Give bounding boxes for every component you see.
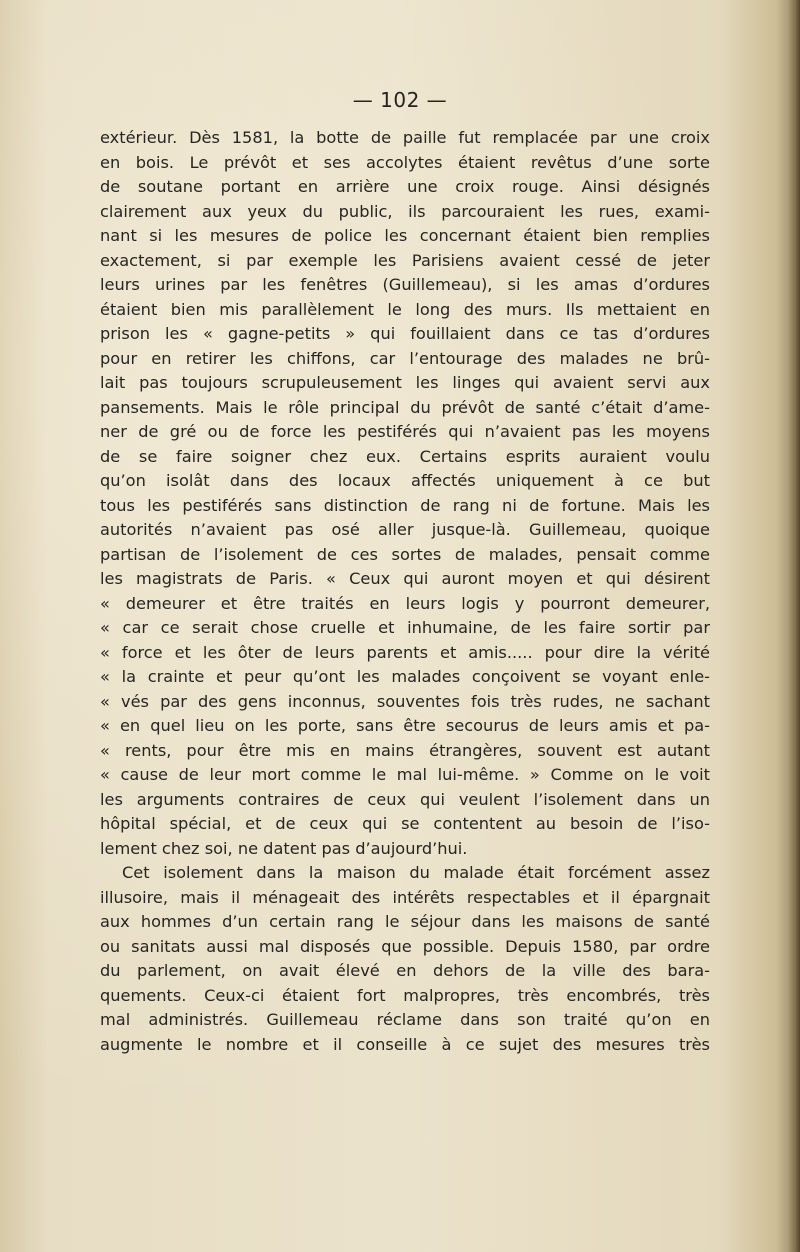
text-line: de se faire soigner chez eux. Certains esprits auraient voulu — [100, 446, 710, 466]
text-line: les magistrats de Paris. « Ceux qui auront moyen et qui désirent — [100, 569, 710, 588]
text-line: quements. Ceux-ci étaient fort malpropres, très encombrés, très — [100, 985, 710, 1005]
page-number-header: — 102 — — [352, 88, 448, 112]
text-line: les arguments contraires de ceux qui veulent l’isolement dans un — [100, 789, 710, 809]
text-line: exactement, si par exemple les Parisiens avaient cessé de jeter — [100, 250, 710, 270]
text-line: aux hommes d’un certain rang le séjour dans les maisons de santé — [100, 912, 710, 931]
text-line: augmente le nombre et il conseille à ce sujet des mesures très — [100, 1034, 710, 1054]
text-line: hôpital spécial, et de ceux qui se contentent au besoin de l’iso- — [100, 814, 710, 833]
text-line: « force et les ôter de leurs parents et amis..... pour dire la vérité — [100, 642, 710, 662]
text-line-paragraph-end: lement chez soi, ne datent pas d’aujourd’hui. — [100, 838, 468, 858]
text-line: en bois. Le prévôt et ses accolytes étaient revêtus d’une sorte — [100, 152, 710, 172]
text-line: ou sanitats aussi mal disposés que possible. Depuis 1580, par ordre — [100, 936, 710, 956]
text-line: étaient bien mis parallèlement le long des murs. Ils mettaient en — [100, 299, 710, 319]
text-line: prison les « gagne-petits » qui fouillaient dans ce tas d’ordures — [100, 324, 710, 343]
text-line: clairement aux yeux du public, ils parcouraient les rues, exami- — [100, 201, 710, 221]
text-line: « car ce serait chose cruelle et inhumaine, de les faire sortir par — [100, 618, 710, 637]
page-edge-shadow — [788, 0, 800, 1252]
text-line: qu’on isolât dans des locaux affectés uniquement à ce but — [100, 471, 710, 490]
text-line: extérieur. Dès 1581, la botte de paille fut remplacée par une croix — [100, 128, 710, 147]
text-line: pansements. Mais le rôle principal du prévôt de santé c’était d’ame- — [100, 397, 710, 417]
text-line: autorités n’avaient pas osé aller jusque-là. Guillemeau, quoique — [100, 520, 710, 539]
body-text — [100, 126, 710, 1057]
text-line: tous les pestiférés sans distinction de rang ni de fortune. Mais les — [100, 495, 710, 515]
text-line: mal administrés. Guillemeau réclame dans son traité qu’on en — [100, 1010, 710, 1029]
text-line: « vés par des gens inconnus, souventes fois très rudes, ne sachant — [100, 691, 710, 711]
text-line: du parlement, on avait élevé en dehors de la ville des bara- — [100, 961, 710, 980]
text-line: lait pas toujours scrupuleusement les linges qui avaient servi aux — [100, 373, 710, 392]
text-line: « demeurer et être traités en leurs logis y pourront demeurer, — [100, 593, 710, 613]
text-line: partisan de l’isolement de ces sortes de malades, pensait comme — [100, 544, 710, 564]
text-line: pour en retirer les chiffons, car l’entourage des malades ne brû- — [100, 348, 710, 368]
text-line: « cause de leur mort comme le mal lui-même. » Comme on le voit — [100, 765, 710, 784]
text-line: illusoire, mais il ménageait des intérêts respectables et il épargnait — [100, 887, 710, 907]
text-line: ner de gré ou de force les pestiférés qui n’avaient pas les moyens — [100, 422, 710, 441]
text-line: de soutane portant en arrière une croix rouge. Ainsi désignés — [100, 177, 710, 196]
text-line: leurs urines par les fenêtres (Guillemeau), si les amas d’ordures — [100, 275, 710, 294]
text-line-paragraph-start: Cet isolement dans la maison du malade était forcément assez — [122, 863, 710, 882]
text-line: « la crainte et peur qu’ont les malades conçoivent se voyant enle- — [100, 667, 710, 686]
text-line: « en quel lieu on les porte, sans être secourus de leurs amis et pa- — [100, 716, 710, 735]
text-line: nant si les mesures de police les concernant étaient bien remplies — [100, 226, 710, 245]
text-line: « rents, pour être mis en mains étrangères, souvent est autant — [100, 740, 710, 760]
